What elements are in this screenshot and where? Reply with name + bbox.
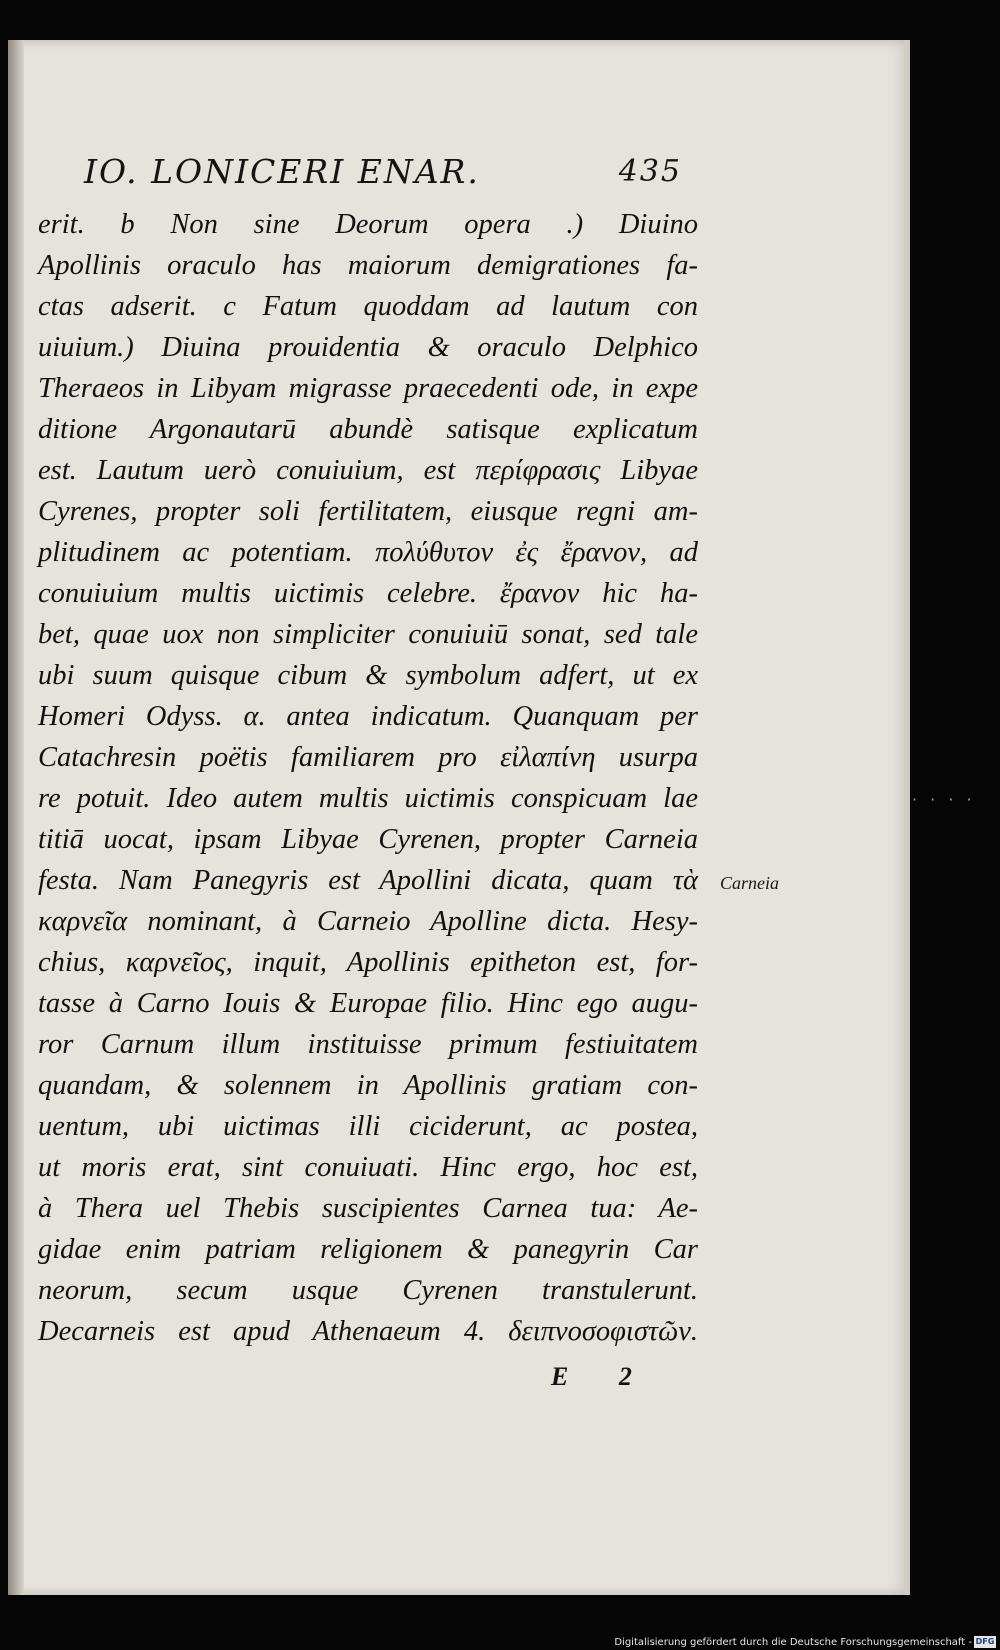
text-line: neorum, secum usque Cyrenen transtulerunt. — [38, 1275, 698, 1306]
text-line: quandam, & solennem in Apollinis gratiam con- — [38, 1070, 698, 1101]
edge-dots: · · · · — [912, 790, 976, 809]
page-header — [84, 152, 682, 198]
text-line: ror Carnum illum instituisse primum festiuitatem — [38, 1029, 698, 1060]
text-line: Homeri Odyss. α. antea indicatum. Quanquam per — [38, 701, 698, 732]
footer-bar — [0, 1632, 1000, 1650]
text-line: chius, καρνεῖος, inquit, Apollinis epitheton est, for- — [38, 947, 698, 978]
text-line: Theraeos in Libyam migrasse praecedenti ode, in expe — [38, 373, 698, 404]
text-line: erit. b Non sine Deorum opera .) Diuino — [38, 209, 698, 240]
running-title: IO. LONICERI ENAR. — [84, 152, 480, 191]
text-line: plitudinem ac potentiam. πολύθυτον ἐς ἔρανον, ad — [38, 537, 698, 568]
text-line: Apollinis oraculo has maiorum demigrationes fa- — [38, 250, 698, 281]
page-edge — [904, 40, 910, 1595]
text-line: uentum, ubi uictimas illi ciciderunt, ac postea, — [38, 1111, 698, 1142]
page-number: 435 — [618, 154, 682, 189]
text-line: est. Lautum uerò conuiuium, est περίφρασις Libyae — [38, 455, 698, 486]
text-line: conuiuium multis uictimis celebre. ἔρανον hic ha- — [38, 578, 698, 609]
page-gutter — [8, 40, 24, 1595]
text-line: ut moris erat, sint conuiuati. Hinc ergo, hoc est, — [38, 1152, 698, 1183]
text-line: Decarneis est apud Athenaeum 4. δειπνοσοφιστῶν. — [38, 1316, 698, 1347]
book-page — [8, 40, 910, 1595]
text-line: gidae enim patriam religionem & panegyrin Car — [38, 1234, 698, 1265]
text-line: ditione Argonautarū abundè satisque explicatum — [38, 414, 698, 445]
text-line: uiuium.) Diuina prouidentia & oraculo Delphico — [38, 332, 698, 363]
text-line: ubi suum quisque cibum & symbolum adfert, ut ex — [38, 660, 698, 691]
body-text — [38, 204, 698, 1352]
text-line: Catachresin poëtis familiarem pro εἰλαπίνη usurpa — [38, 742, 698, 773]
dfg-logo: DFG — [975, 1637, 995, 1646]
text-line: tasse à Carno Iouis & Europae filio. Hinc ego augu- — [38, 988, 698, 1019]
text-line: καρνεῖα nominant, à Carneio Apolline dicta. Hesy- — [38, 906, 698, 937]
signature-mark: E 2 — [551, 1362, 654, 1391]
text-line: re potuit. Ideo autem multis uictimis conspicuam lae — [38, 783, 698, 814]
text-line: à Thera uel Thebis suscipientes Carnea tua: Ae- — [38, 1193, 698, 1224]
digitization-credit: Digitalisierung gefördert durch die Deutsche Forschungsgemeinschaft - — [614, 1637, 972, 1648]
margin-note: Carneia — [720, 873, 780, 893]
text-line: festa. Nam Panegyris est Apollini dicata, quam τὰ — [38, 865, 698, 896]
text-line: bet, quae uox non simpliciter conuiuiū sonat, sed tale — [38, 619, 698, 650]
text-line: Cyrenes, propter soli fertilitatem, eiusque regni am- — [38, 496, 698, 527]
text-line: ctas adserit. c Fatum quoddam ad lautum con — [38, 291, 698, 322]
text-line: titiā uocat, ipsam Libyae Cyrenen, propter Carneia — [38, 824, 698, 855]
